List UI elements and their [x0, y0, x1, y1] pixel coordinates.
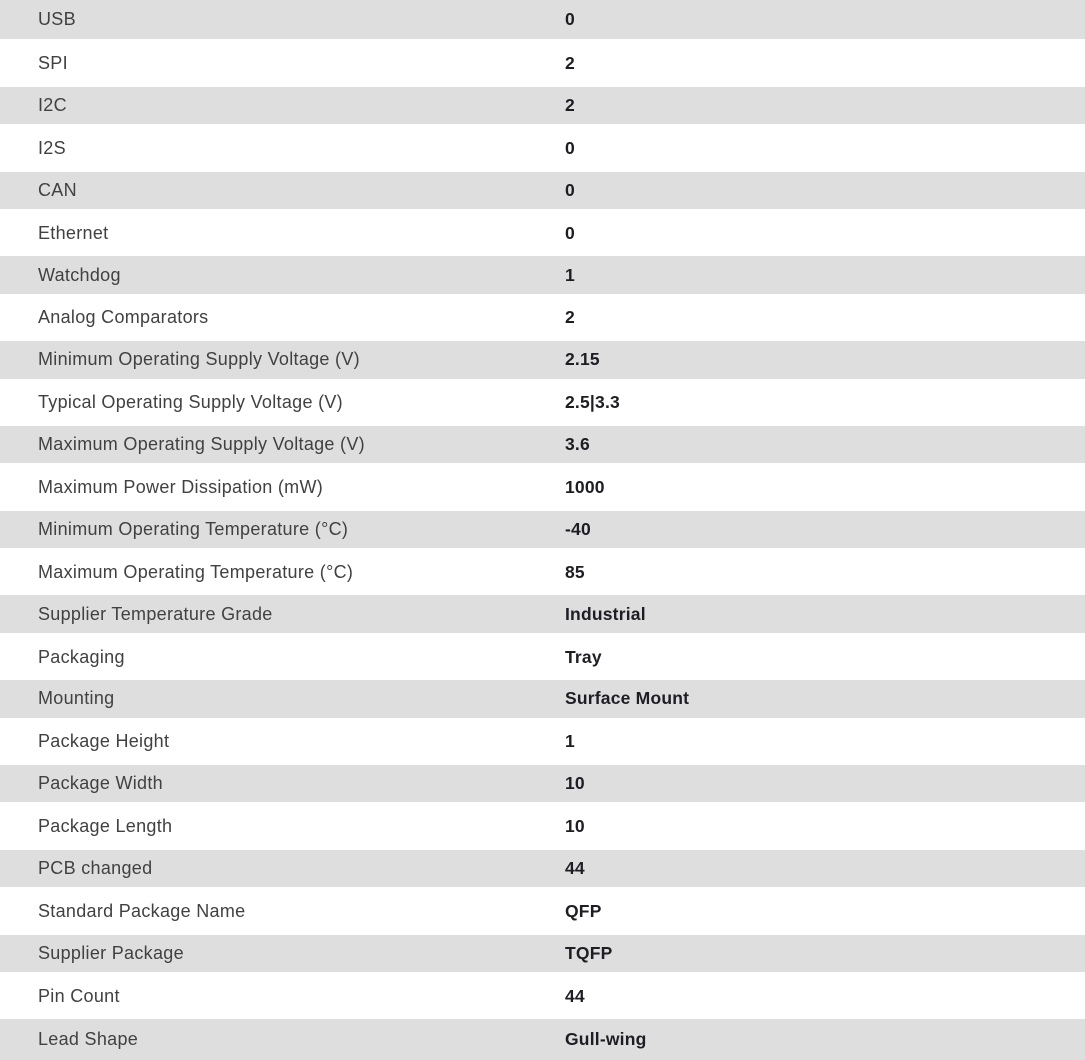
spec-label: Minimum Operating Supply Voltage (V) — [38, 349, 360, 370]
spec-row — [0, 1017, 1085, 1059]
spec-row — [0, 678, 1085, 720]
spec-row — [0, 805, 1085, 847]
spec-label: Maximum Operating Supply Voltage (V) — [38, 434, 365, 455]
spec-label: Maximum Power Dissipation (mW) — [38, 476, 324, 497]
spec-value: 1 — [565, 264, 575, 285]
spec-label: Typical Operating Supply Voltage (V) — [38, 392, 343, 413]
spec-row — [0, 721, 1085, 763]
spec-row — [0, 212, 1085, 254]
spec-value: 1000 — [565, 476, 605, 497]
spec-value: 2.5|3.3 — [565, 392, 620, 413]
spec-row — [0, 127, 1085, 169]
spec-label: CAN — [38, 179, 77, 200]
spec-row — [0, 551, 1085, 593]
spec-label: PCB changed — [38, 858, 153, 878]
spec-label: Ethernet — [38, 222, 109, 243]
spec-value: 2 — [565, 53, 575, 74]
spec-value: QFP — [565, 900, 602, 921]
spec-value: 2 — [565, 307, 575, 328]
spec-row — [0, 593, 1085, 635]
spec-label: Package Width — [38, 773, 163, 794]
spec-row — [0, 466, 1085, 508]
spec-row — [0, 975, 1085, 1017]
spec-label: Mounting — [38, 688, 115, 709]
spec-label: Minimum Operating Temperature (°C) — [38, 518, 349, 539]
spec-label: USB — [38, 9, 76, 30]
spec-row — [0, 763, 1085, 805]
spec-row — [0, 254, 1085, 296]
spec-row — [0, 42, 1085, 84]
spec-label: Packaging — [38, 646, 125, 667]
spec-label: Package Length — [38, 816, 173, 837]
spec-value: Tray — [565, 646, 602, 667]
spec-label: Supplier Temperature Grade — [38, 603, 273, 624]
spec-row — [0, 890, 1085, 932]
spec-value: 10 — [565, 773, 585, 794]
spec-row — [0, 509, 1085, 551]
spec-label: Standard Package Name — [38, 900, 246, 921]
spec-row — [0, 382, 1085, 424]
spec-row — [0, 636, 1085, 678]
spec-value: Surface Mount — [565, 688, 690, 709]
spec-row — [0, 0, 1085, 42]
spec-value: Industrial — [565, 603, 646, 624]
spec-label: Lead Shape — [38, 1029, 139, 1050]
spec-row — [0, 85, 1085, 127]
spec-row — [0, 297, 1085, 339]
spec-label: Watchdog — [38, 264, 121, 285]
spec-label: Pin Count — [38, 985, 120, 1006]
spec-value: 85 — [565, 561, 585, 582]
spec-value: 0 — [565, 9, 575, 30]
spec-row — [0, 424, 1085, 466]
spec-value: TQFP — [565, 942, 613, 963]
spec-value: -40 — [565, 518, 591, 539]
spec-value: 3.6 — [565, 434, 590, 455]
spec-label: Analog Comparators — [38, 307, 209, 328]
spec-value: 44 — [565, 985, 585, 1006]
spec-value: 1 — [565, 731, 575, 752]
spec-label: Supplier Package — [38, 942, 184, 963]
spec-value: Gull-wing — [565, 1029, 647, 1050]
spec-row — [0, 170, 1085, 212]
spec-label: Package Height — [38, 731, 170, 752]
spec-value: 0 — [565, 179, 575, 200]
spec-row — [0, 848, 1085, 890]
spec-value: 10 — [565, 816, 585, 837]
spec-value: 2.15 — [565, 349, 600, 370]
spec-label: Maximum Operating Temperature (°C) — [38, 561, 354, 582]
spec-row — [0, 339, 1085, 381]
spec-value: 0 — [565, 137, 575, 158]
spec-label: I2C — [38, 94, 67, 115]
spec-label: I2S — [38, 137, 66, 158]
spec-value: 0 — [565, 222, 575, 243]
spec-label: SPI — [38, 53, 68, 74]
spec-value: 2 — [565, 94, 575, 115]
spec-row — [0, 933, 1085, 975]
spec-value: 44 — [565, 858, 585, 878]
